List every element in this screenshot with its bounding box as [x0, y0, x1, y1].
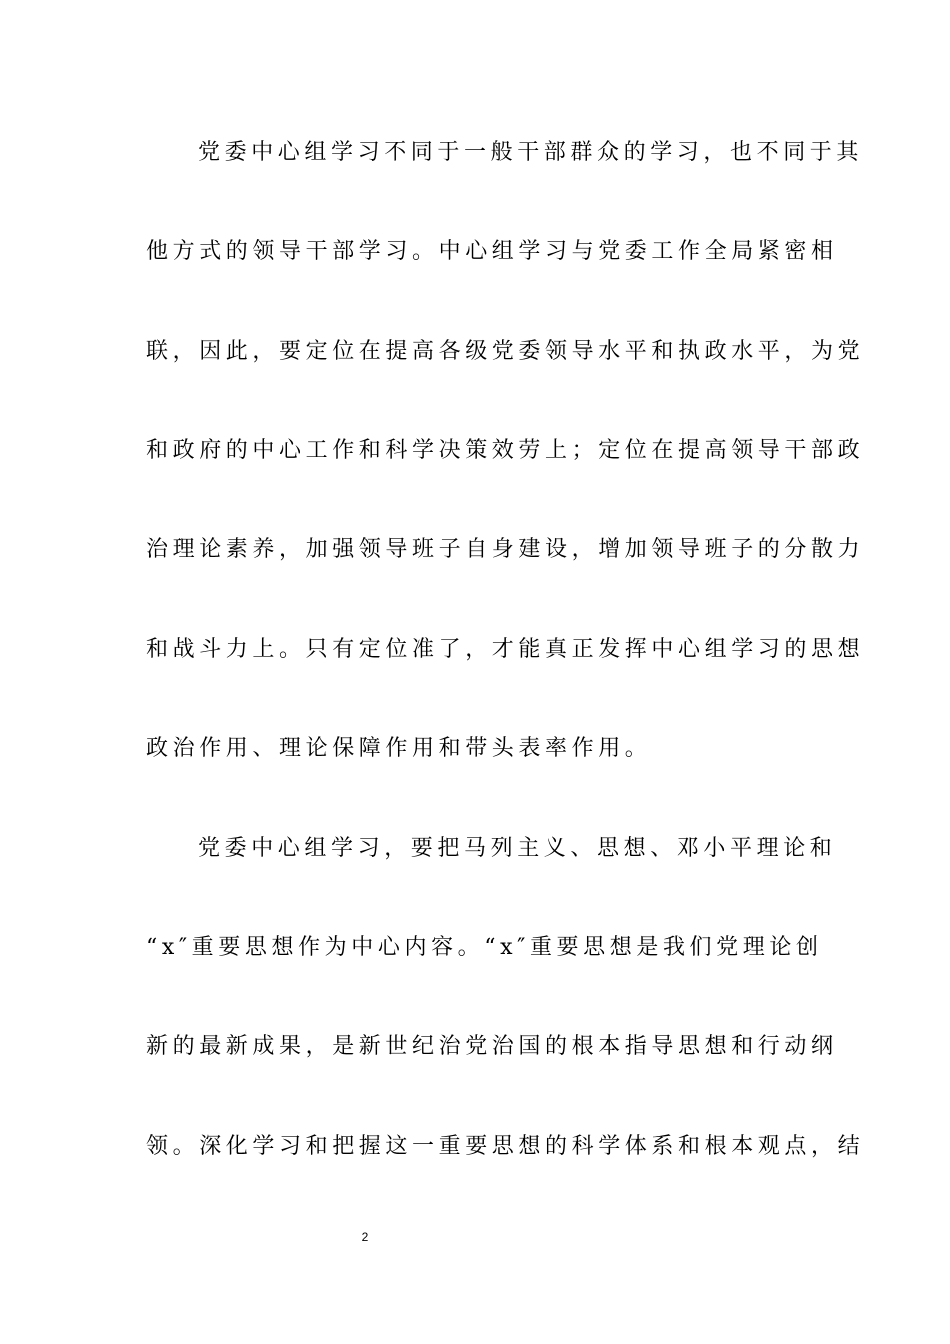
paragraph-1-line-1: 党委中心组学习不同于一般干部群众的学习，也不同于其 [198, 140, 864, 165]
paragraph-2-line-2: “x″重要思想作为中心内容。“x″重要思想是我们党理论创 [146, 935, 823, 960]
paragraph-1-line-4: 和政府的中心工作和科学决策效劳上；定位在提高领导干部政 [146, 438, 865, 463]
paragraph-2-line-3: 新的最新成果，是新世纪治党治国的根本指导思想和行动纲 [146, 1034, 838, 1059]
paragraph-1-line-3: 联，因此，要定位在提高各级党委领导水平和执政水平，为党 [146, 339, 865, 364]
paragraph-1-line-7: 政治作用、理论保障作用和带头表率作用。 [146, 736, 652, 761]
paragraph-1-line-2: 他方式的领导干部学习。中心组学习与党委工作全局紧密相 [146, 239, 838, 264]
paragraph-2-line-4: 领。深化学习和把握这一重要思想的科学体系和根本观点，结 [146, 1134, 865, 1159]
paragraph-1-line-6: 和战斗力上。只有定位准了，才能真正发挥中心组学习的思想 [146, 637, 865, 662]
paragraph-2-line-1: 党委中心组学习，要把马列主义、思想、邓小平理论和 [198, 836, 837, 861]
page-number: 2 [361, 1230, 369, 1244]
paragraph-1-line-5: 治理论素养，加强领导班子自身建设，增加领导班子的分散力 [146, 537, 865, 562]
